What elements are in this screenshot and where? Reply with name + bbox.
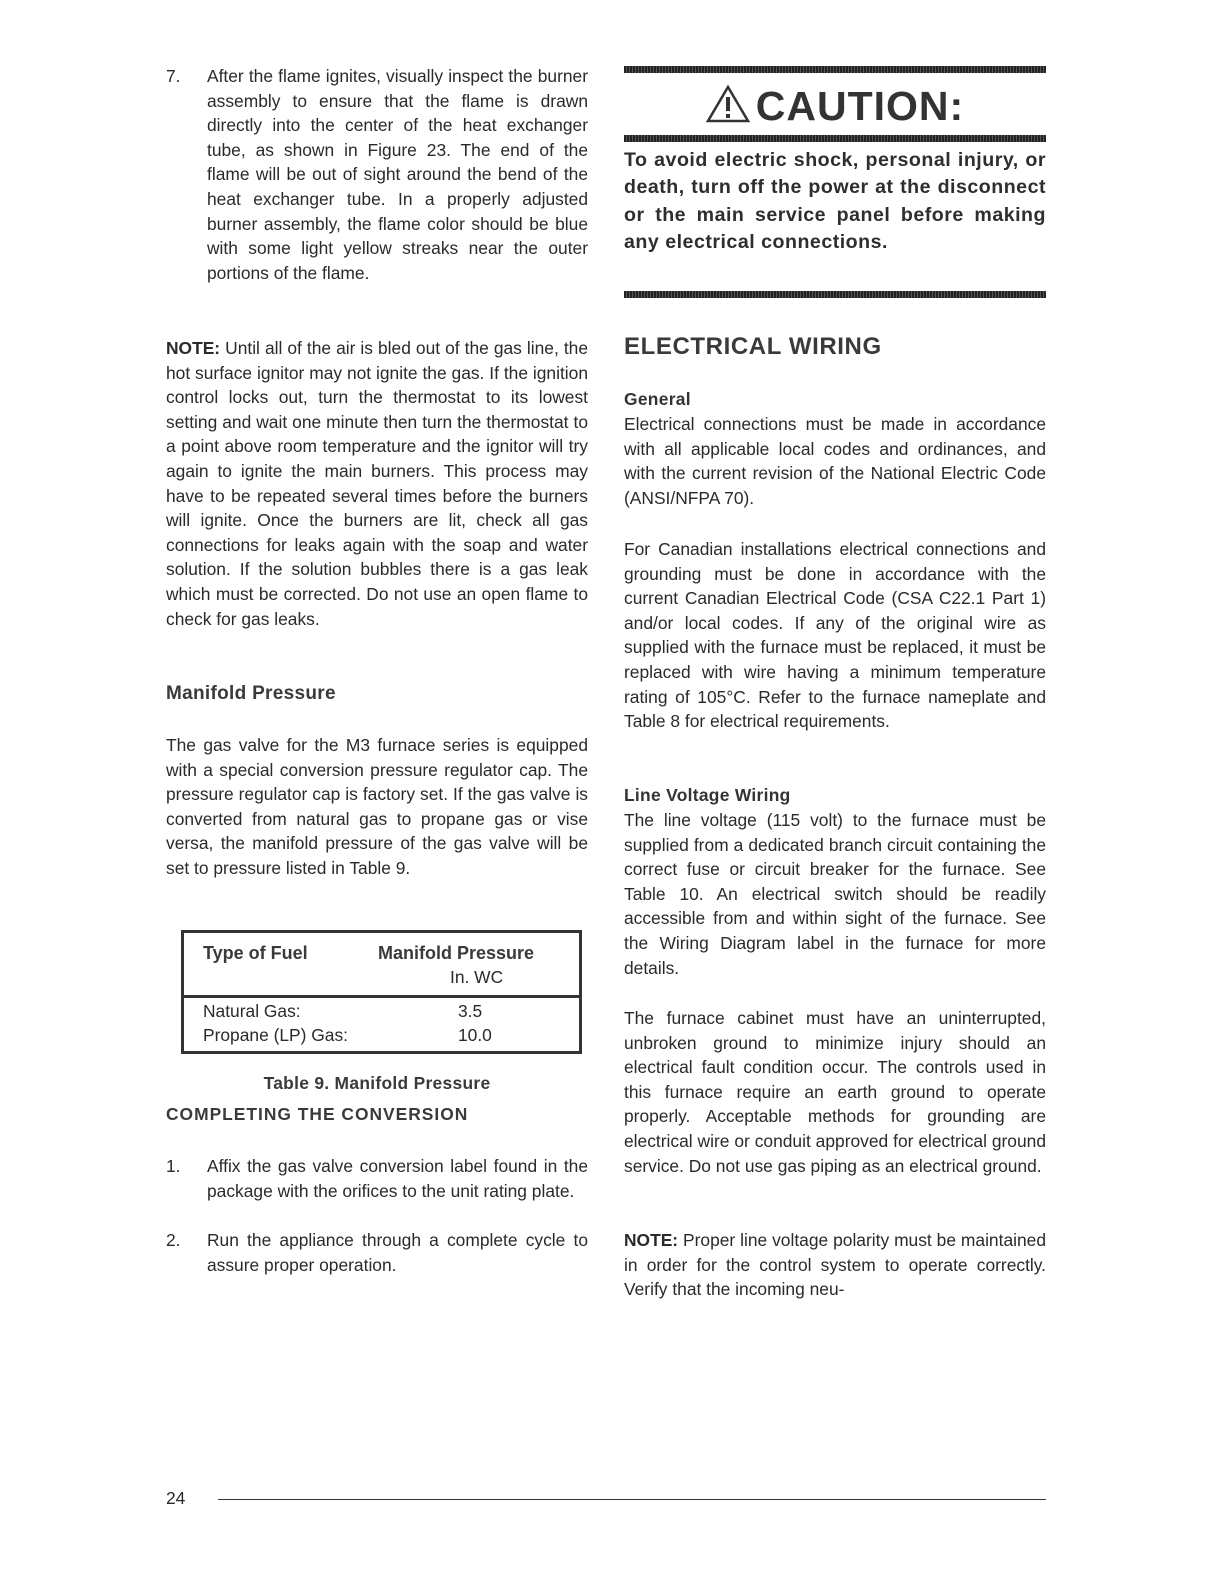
- note-text: Proper line voltage polarity must be maintained in order for the control system to operate correctly. Verify that the incoming neu-: [624, 1230, 1046, 1300]
- conversion-heading: COMPLETING THE CONVERSION: [166, 1104, 469, 1124]
- general-paragraph: Electrical connections must be made in accordance with all applicable local codes and ordinances, and with the current revision of the National Electric Code (ANSI/NFPA 70).: [624, 414, 1046, 508]
- ground-paragraph: The furnace cabinet must have an uninterrupted, unbroken ground to minimize injury should an electrical fault condition occur. The controls used in this furnace require an earth ground to operate properly. Acceptable methods for grounding are electrical wire or conduit approved for electrical ground service. Do not use gas piping as an electrical ground.: [624, 1008, 1046, 1176]
- table-caption: Table 9. Manifold Pressure: [263, 1073, 491, 1093]
- note-text: Until all of the air is bled out of the gas line, the hot surface ignitor may not ignite the gas. If the ignition control locks out, turn the thermostat to its lowest setting and wait one minute then turn the thermostat to a point above room temperature and the ignitor will try again to ignite the main burners. This process may have to be repeated several times before the burners will ignite. Once the burners are lit, check all gas connections for leaks again with the soap and water solution. If the solution bubbles there is a gas leak which must be corrected. Do not use an open flame to check for gas leaks.: [166, 338, 588, 629]
- canadian-paragraph: For Canadian installations electrical connections and grounding must be done in accordance with the current Canadian Electrical Code (CSA C22.1 Part 1) and/or local codes. If any of the original wire as supplied with the furnace must be replaced, it must be replaced with wire having a minimum temperature rating of 105°C. Refer to the furnace nameplate and Table 8 for electrical requirements.: [624, 539, 1046, 732]
- caution-top-rule: [624, 66, 1046, 73]
- caution-title: [624, 83, 1046, 134]
- line-voltage-heading: Line Voltage Wiring: [624, 785, 791, 805]
- table-row: [203, 1023, 563, 1047]
- step-text: Affix the gas valve conversion label found in the package with the orifices to the unit rating plate.: [207, 1156, 588, 1201]
- electrical-wiring-heading: ELECTRICAL WIRING: [624, 333, 882, 360]
- fuel-cell: Natural Gas:: [203, 1001, 301, 1021]
- note-paragraph: [166, 336, 588, 631]
- step-text: After the flame ignites, visually inspect the burner assembly to ensure that the flame is drawn directly into the center of the heat exchanger tube, as shown in Figure 23. The end of the flame will be out of sight around the bend of the heat exchanger tube. In a properly adjusted burner assembly, the flame color should be blue with some light yellow streaks near the outer portions of the flame.: [207, 66, 588, 283]
- caution-middle-rule: [624, 135, 1046, 142]
- note-paragraph-right: [624, 1228, 1046, 1302]
- col-header-pressure: Manifold Pressure: [378, 943, 535, 963]
- table-header: [184, 933, 579, 998]
- page-number: 24: [166, 1488, 186, 1508]
- general-heading: General: [624, 389, 691, 409]
- warning-triangle-icon: [706, 84, 750, 134]
- manifold-pressure-paragraph: The gas valve for the M3 furnace series is equipped with a special conversion pressure regulator cap. The pressure regulator cap is factory set. If the gas valve is converted from natural gas to propane gas or vise versa, the manifold pressure of the gas valve will be set to pressure listed in Table 9.: [166, 735, 588, 878]
- note-label: NOTE:: [624, 1230, 679, 1250]
- fuel-cell: Propane (LP) Gas:: [203, 1025, 348, 1045]
- step-text: Run the appliance through a complete cycle to assure proper operation.: [207, 1230, 588, 1275]
- line-voltage-paragraph: The line voltage (115 volt) to the furnace must be supplied from a dedicated branch circuit containing the correct fuse or circuit breaker for the furnace. See Table 10. An electrical switch should be readily accessible from and within sight of the furnace. See the Wiring Diagram label in the furnace for more details.: [624, 810, 1046, 978]
- pressure-cell: 10.0: [458, 1025, 492, 1045]
- step-number: 2.: [166, 1230, 181, 1250]
- caution-title-text: CAUTION:: [755, 83, 965, 129]
- manifold-pressure-heading: Manifold Pressure: [166, 683, 336, 704]
- step-number: 1.: [166, 1156, 181, 1176]
- caution-bottom-rule: [624, 291, 1046, 298]
- caution-text: To avoid electric shock, personal injury, or death, turn off the power at the disconnect or the main service panel before making any electrical connections.: [624, 149, 1046, 254]
- manifold-pressure-table: [181, 930, 582, 1054]
- table-row: [203, 999, 563, 1023]
- footer-rule: [218, 1499, 1046, 1500]
- col-header-fuel: Type of Fuel: [203, 943, 308, 963]
- step-number: 7.: [166, 66, 181, 86]
- pressure-cell: 3.5: [458, 1001, 483, 1021]
- note-label: NOTE:: [166, 338, 221, 358]
- col-header-units: In. WC: [450, 967, 504, 987]
